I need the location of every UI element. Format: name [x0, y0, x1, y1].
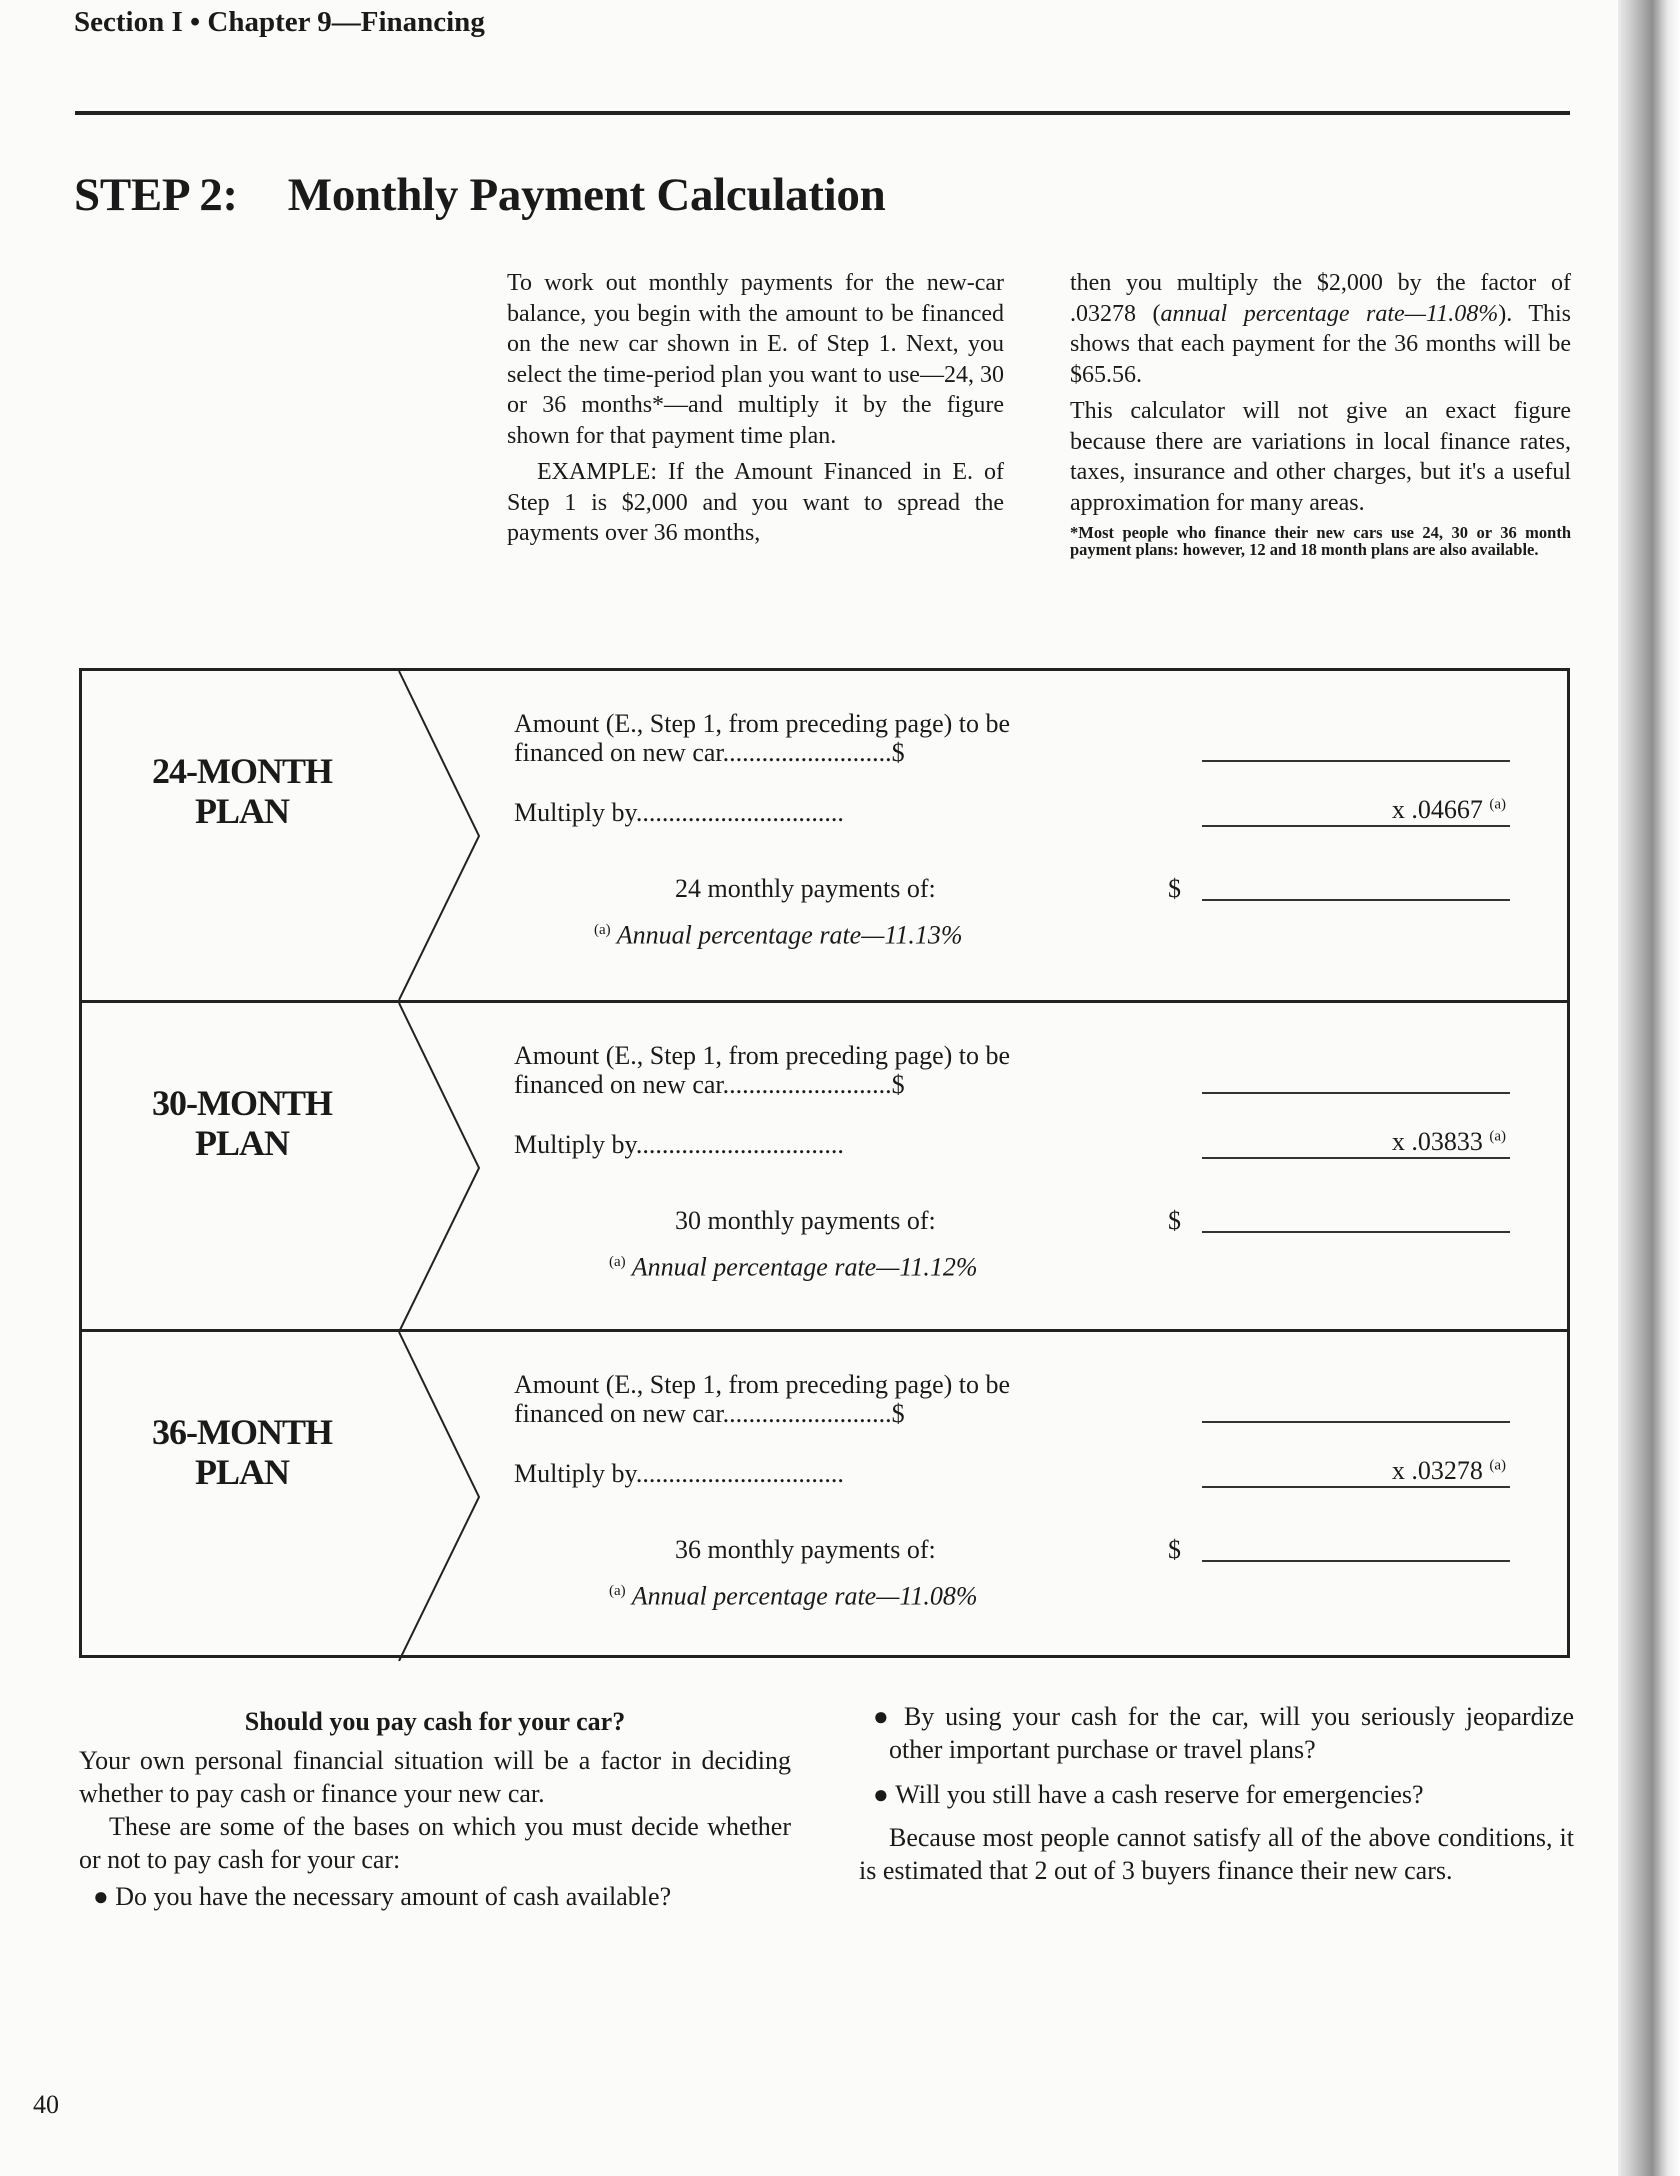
cash-p2: These are some of the bases on which you must decide whether or not to pay cash for your car: [79, 1812, 791, 1874]
dollar-sign: $ [1168, 874, 1181, 903]
leader-dots: .......................... [722, 1070, 892, 1099]
amount-blank[interactable] [1202, 1421, 1510, 1423]
running-head: Section I • Chapter 9—Financing [74, 6, 485, 38]
dollar-sign: $ [891, 738, 905, 767]
dollar-sign: $ [891, 1070, 905, 1099]
page-number: 40 [33, 2090, 59, 2119]
cash-heading: Should you pay cash for your car? [244, 1707, 626, 1736]
dollar-sign: $ [891, 1399, 905, 1428]
amount-line-1: Amount (E., Step 1, from preceding page) to be [514, 1041, 1011, 1070]
multiply-label [514, 798, 844, 827]
amount-label [514, 1041, 1010, 1099]
plan-word: PLAN [195, 791, 289, 831]
cash-p3: Because most people cannot satisfy all of the above conditions, it is estimated that 2 out of 3 buyers finance their new cars. [859, 1823, 1574, 1885]
chevron-divider [82, 671, 582, 1000]
multiply-text: Multiply by [514, 1130, 636, 1159]
payment-blank[interactable] [1202, 899, 1510, 901]
factor-value [1202, 1456, 1510, 1488]
chevron-divider [82, 1332, 582, 1661]
intro-example: EXAMPLE: If the Amount Financed in E. of Step 1 is $2,000 and you want to spread the payments over 36 months, [507, 459, 1004, 546]
bullet-text: Will you still have a cash reserve for emergencies? [895, 1780, 1424, 1809]
cash-bullet-3: ● Will you still have a cash reserve for emergencies? [873, 1780, 1424, 1809]
cash-column-1 [79, 1705, 791, 1913]
plan-label [82, 1412, 402, 1492]
p3-italic: annual percentage rate—11.08% [1160, 300, 1499, 327]
apr-marker: (a) [609, 1583, 626, 1599]
apr-text: Annual percentage rate—11.13% [616, 920, 963, 950]
amount-blank[interactable] [1202, 760, 1510, 762]
factor-value [1202, 1127, 1510, 1159]
header-rule [75, 111, 1570, 115]
leader-dots: .......................... [722, 1399, 892, 1428]
payment-blank[interactable] [1202, 1231, 1510, 1233]
multiply-label [514, 1130, 844, 1159]
cash-p1: Your own personal financial situation will be a factor in deciding whether to pay cash or finance your new car. [79, 1746, 791, 1808]
amount-line-2: financed on new car [514, 1399, 723, 1428]
apr-note [594, 916, 963, 950]
calculator-table [79, 668, 1570, 1658]
dollar-sign: $ [1168, 1206, 1181, 1235]
payments-label: 36 monthly payments of: [675, 1535, 936, 1564]
apr-marker: (a) [609, 1254, 626, 1270]
cash-bullet-2: ● By using your cash for the car, will you seriously jeopardize other important purchase or travel plans? [873, 1702, 1574, 1764]
amount-line-1: Amount (E., Step 1, from preceding page) to be [514, 709, 1011, 738]
cash-bullet-1: ● Do you have the necessary amount of cash available? [93, 1882, 672, 1911]
bullet-text: Do you have the necessary amount of cash available? [115, 1882, 672, 1911]
plan-label [82, 1083, 402, 1163]
plan-months: 30-MONTH [152, 1083, 332, 1123]
dollar-sign: $ [1168, 1535, 1181, 1564]
plan-months: 36-MONTH [152, 1412, 332, 1452]
cash-column-2 [859, 1700, 1574, 1887]
factor-note: (a) [1489, 1457, 1506, 1474]
p3-end: ). This shows that each payment for the 36 months will be $65.56. [1070, 300, 1571, 388]
multiply-label [514, 1459, 844, 1488]
payments-label: 30 monthly payments of: [675, 1206, 936, 1235]
page-title [74, 168, 885, 222]
apr-text: Annual percentage rate—11.08% [631, 1581, 978, 1611]
factor-text: x .03278 [1391, 1456, 1483, 1485]
multiply-text: Multiply by [514, 798, 636, 827]
factor-value [1202, 795, 1510, 827]
plan-months: 24-MONTH [152, 751, 332, 791]
plan-word: PLAN [195, 1123, 289, 1163]
plan-row-24 [82, 671, 1567, 1000]
plan-row-36 [82, 1329, 1567, 1658]
payments-label: 24 monthly payments of: [675, 874, 936, 903]
apr-note [609, 1248, 978, 1282]
amount-line-1: Amount (E., Step 1, from preceding page) to be [514, 1370, 1011, 1399]
apr-text: Annual percentage rate—11.12% [631, 1252, 978, 1282]
p3-start: then you multiply the $2,000 by the factor of .03278 ( [1070, 270, 1571, 327]
intro-p3 [1070, 268, 1571, 390]
factor-note: (a) [1489, 1128, 1506, 1145]
intro-column-1 [507, 268, 1004, 555]
amount-label [514, 709, 1010, 767]
intro-p1: To work out monthly payments for the new-car balance, you begin with the amount to be financed on the new car shown in E. of Step 1. Next, you select the time-period plan you want to use—24, 30 or 36 months*—and multiply it by the figure shown for that payment time plan. [507, 270, 1004, 449]
plan-row-30 [82, 1000, 1567, 1329]
leader-dots: ................................ [635, 1459, 844, 1488]
factor-text: x .04667 [1391, 795, 1483, 824]
plan-label [82, 751, 402, 831]
amount-blank[interactable] [1202, 1092, 1510, 1094]
page-edge-shadow [1618, 0, 1680, 2176]
plan-word: PLAN [195, 1452, 289, 1492]
footnote: *Most people who finance their new cars use 24, 30 or 36 month payment plans: however, 12 and 18 month plans are also available. [1070, 523, 1571, 559]
step-label: STEP 2: [74, 169, 238, 221]
chevron-divider [82, 1003, 582, 1332]
payment-blank[interactable] [1202, 1560, 1510, 1562]
bullet-text: By using your cash for the car, will you seriously jeopardize other important purchase or travel plans? [889, 1702, 1574, 1764]
leader-dots: ................................ [635, 1130, 844, 1159]
apr-note [609, 1577, 978, 1611]
factor-note: (a) [1489, 796, 1506, 813]
apr-marker: (a) [594, 922, 611, 938]
multiply-text: Multiply by [514, 1459, 636, 1488]
intro-column-2 [1070, 268, 1571, 564]
title-text: Monthly Payment Calculation [287, 169, 886, 221]
factor-text: x .03833 [1391, 1127, 1483, 1156]
amount-label [514, 1370, 1010, 1428]
amount-line-2: financed on new car [514, 738, 723, 767]
amount-line-2: financed on new car [514, 1070, 723, 1099]
leader-dots: ................................ [635, 798, 844, 827]
leader-dots: .......................... [722, 738, 892, 767]
intro-p4: This calculator will not give an exact figure because there are variations in local finance rates, taxes, insurance and other charges, but it's a useful approximation for many areas. [1070, 398, 1571, 516]
